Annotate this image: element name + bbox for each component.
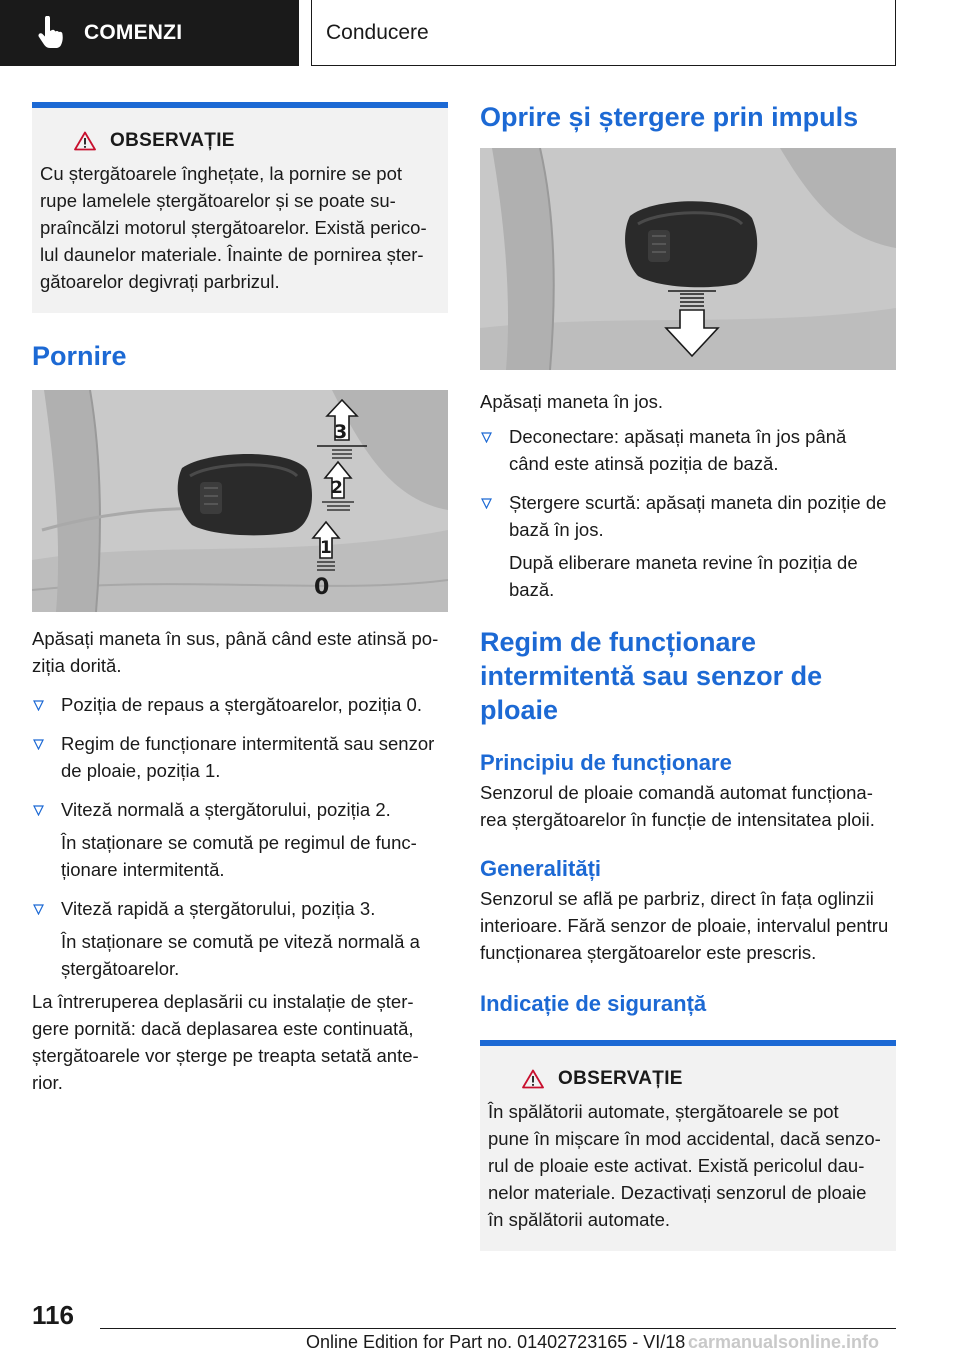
principiu-text bbox=[480, 779, 896, 833]
text-line: ștergătoarele vor șterge pe treapta setată ante- bbox=[32, 1045, 419, 1066]
position-label-3: 3 bbox=[334, 421, 348, 443]
text-line: funcționarea ștergătoarelor este prescris. bbox=[480, 942, 817, 963]
bullet-triangle-icon bbox=[33, 904, 44, 915]
subheading-principiu: Principiu de funcționare bbox=[480, 750, 732, 775]
section-tab[interactable] bbox=[0, 0, 299, 66]
subheading-generalitati: Generalități bbox=[480, 856, 602, 881]
heading-oprire: Oprire și ștergere prin impuls bbox=[480, 102, 859, 132]
edition-note: Online Edition for Part no. 01402723165 - VI/18 bbox=[306, 1332, 686, 1352]
notice-line: nelor materiale. Dezactivați senzorul de ploaie bbox=[488, 1182, 867, 1203]
chapter-tab[interactable] bbox=[311, 0, 896, 66]
bullet-triangle-icon bbox=[481, 498, 492, 509]
list-item-text: bază în jos. bbox=[509, 519, 604, 540]
position-list bbox=[32, 691, 448, 823]
list-item-text: Deconectare: apăsați maneta în jos până bbox=[509, 426, 847, 447]
lever-up-illustration bbox=[32, 390, 448, 612]
notice-text bbox=[40, 160, 436, 295]
notice-line: pune în mișcare în mod accidental, dacă senzo- bbox=[488, 1128, 881, 1149]
text-line: În staționare se comută pe viteză normală a bbox=[61, 931, 420, 952]
heading-pornire: Pornire bbox=[32, 341, 127, 371]
generalitati-text bbox=[480, 885, 896, 966]
notice-line: în spălătorii automate. bbox=[488, 1209, 671, 1230]
text-line: Senzorul de ploaie comandă automat funcționa- bbox=[480, 782, 873, 803]
text-line: La întreruperea deplasării cu instalație de șter- bbox=[32, 991, 414, 1012]
notice-header bbox=[74, 130, 436, 152]
bullet-triangle-icon bbox=[33, 805, 44, 816]
text-line: Apăsați maneta în sus, până când este atinsă po- bbox=[32, 628, 439, 649]
text-line: bază. bbox=[509, 579, 555, 600]
list-item bbox=[32, 730, 448, 784]
text-line: ștergătoarelor. bbox=[61, 958, 180, 979]
position-label-1: 1 bbox=[320, 538, 332, 558]
notice-line: rul de ploaie este activat. Există pericolul dau- bbox=[488, 1155, 865, 1176]
watermark: carmanualsonline.info bbox=[688, 1332, 880, 1352]
hand-pointer-icon bbox=[36, 16, 66, 50]
warning-triangle-icon bbox=[522, 1069, 544, 1089]
section-title: COMENZI bbox=[84, 21, 183, 44]
notice-line: lul daunelor materiale. Înainte de pornirea șter- bbox=[40, 244, 424, 265]
notice-text bbox=[488, 1098, 884, 1233]
text-line: După eliberare maneta revine în poziția de bbox=[509, 552, 858, 573]
position-list-cont bbox=[32, 895, 448, 922]
intro-text: Apăsați maneta în jos. bbox=[480, 391, 664, 412]
text-line: Senzorul se află pe parbriz, direct în fața oglinzii bbox=[480, 888, 874, 909]
figure-lever-down bbox=[480, 148, 896, 370]
right-column bbox=[480, 100, 896, 1251]
list-item bbox=[480, 489, 896, 543]
heading-regim bbox=[480, 625, 896, 727]
chapter-title: Conducere bbox=[326, 20, 429, 44]
list-item-text: când este atinsă poziția de bază. bbox=[509, 453, 779, 474]
notice-line: Cu ștergătoarele înghețate, la pornire se pot bbox=[40, 163, 403, 184]
text-line: rior. bbox=[32, 1072, 63, 1093]
notice-line: gătoarelor degivrați parbrizul. bbox=[40, 271, 280, 292]
notice-line: În spălătorii automate, ștergătoarele se pot bbox=[488, 1101, 839, 1122]
notice-line: praîncălzi motorul ștergătoarelor. Există perico- bbox=[40, 217, 427, 238]
sub-note bbox=[32, 928, 448, 982]
list-item bbox=[480, 423, 896, 477]
notice-title: OBSERVAȚIE bbox=[110, 130, 235, 151]
list-item bbox=[32, 691, 448, 718]
text-line: rea ștergătoarelor în funcție de intensitatea ploii. bbox=[480, 809, 875, 830]
list-item-text: Ștergere scurtă: apăsați maneta din poziție de bbox=[509, 492, 887, 513]
impulse-list bbox=[480, 423, 896, 543]
subheading-siguranta: Indicație de siguranță bbox=[480, 991, 707, 1016]
text-line: ționare intermitentă. bbox=[61, 859, 225, 880]
sub-note bbox=[32, 829, 448, 883]
lever-down-illustration bbox=[480, 148, 896, 370]
list-item bbox=[32, 895, 448, 922]
text-line: În staționare se comută pe regimul de func- bbox=[61, 832, 417, 853]
bullet-triangle-icon bbox=[33, 700, 44, 711]
bullet-triangle-icon bbox=[33, 739, 44, 750]
list-item-text: Viteză rapidă a ștergătorului, poziția 3. bbox=[61, 898, 376, 919]
warning-triangle-icon bbox=[74, 131, 96, 151]
sub-note bbox=[480, 549, 896, 603]
position-label-2: 2 bbox=[331, 478, 343, 498]
position-label-0: 0 bbox=[314, 575, 330, 600]
list-item bbox=[32, 796, 448, 823]
outro-text bbox=[32, 988, 448, 1096]
left-column bbox=[32, 102, 448, 1096]
notice-line: rupe lamelele ștergătoarelor și se poate su- bbox=[40, 190, 396, 211]
list-item-text: Poziția de repaus a ștergătoarelor, poziția 0. bbox=[61, 694, 422, 715]
list-item-text: Regim de funcționare intermitentă sau senzor bbox=[61, 733, 435, 754]
text-line: ziția dorită. bbox=[32, 655, 122, 676]
intro-text bbox=[32, 625, 448, 679]
notice-box bbox=[480, 1040, 896, 1251]
heading-line: Regim de funcționare bbox=[480, 627, 757, 657]
notice-header bbox=[522, 1068, 884, 1090]
heading-line: intermitentă sau senzor de ploaie bbox=[480, 661, 823, 725]
text-line: interioare. Fără senzor de ploaie, intervalul pentru bbox=[480, 915, 889, 936]
page-number: 116 bbox=[32, 1300, 74, 1330]
list-item-text: de ploaie, poziția 1. bbox=[61, 760, 221, 781]
notice-box bbox=[32, 102, 448, 313]
figure-lever-up bbox=[32, 390, 448, 612]
footer-divider bbox=[100, 1328, 896, 1329]
text-line: gere pornită: dacă deplasarea este continuată, bbox=[32, 1018, 414, 1039]
bullet-triangle-icon bbox=[481, 432, 492, 443]
notice-title: OBSERVAȚIE bbox=[558, 1068, 683, 1089]
list-item-text: Viteză normală a ștergătorului, poziția 2. bbox=[61, 799, 391, 820]
